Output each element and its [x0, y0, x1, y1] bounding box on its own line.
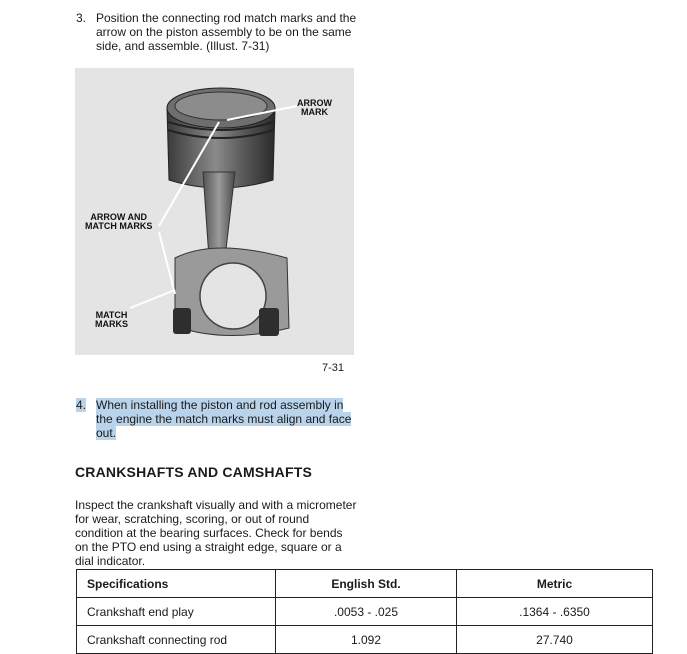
table-cell: 1.092: [276, 626, 457, 654]
table-cell: Crankshaft end play: [77, 598, 276, 626]
callout-match-marks: [95, 311, 128, 329]
section-paragraph: Inspect the crankshaft visually and with a micrometer for wear, scratching, scoring, or out of round condition at the bearing surfaces. Check for bends on the PTO end using a straight edge, square or a dial indicator.: [75, 498, 357, 568]
section-heading: CRANKSHAFTS AND CAMSHAFTS: [75, 464, 313, 480]
callout-arrow-mark: [297, 99, 332, 117]
table-cell: .0053 - .025: [276, 598, 457, 626]
table-row: [77, 626, 653, 654]
piston-rod-illustration: [75, 68, 354, 355]
column-header: Specifications: [77, 570, 276, 598]
callout-line-2: MARKS: [95, 319, 128, 329]
figure-caption: 7-31: [322, 362, 345, 374]
step-text-wrapper: [96, 398, 358, 440]
step-text: Position the connecting rod match marks and the arrow on the piston assembly to be on the same side, and assemble. (Illust. 7-31): [96, 11, 357, 53]
step-number: 3.: [76, 11, 87, 25]
callout-line-1: ARROW AND: [90, 212, 147, 222]
table-cell: .1364 - .6350: [457, 598, 653, 626]
step-number: 4.: [76, 398, 87, 412]
step-text: When installing the piston and rod assembly in the engine the match marks must align and face out.: [96, 398, 352, 440]
specifications-table: [76, 569, 653, 654]
table-cell: 27.740: [457, 626, 653, 654]
table-header-row: [77, 570, 653, 598]
step-4: [76, 398, 358, 440]
table-row: [77, 598, 653, 626]
step-3: [76, 11, 358, 53]
callout-line-2: MARK: [301, 107, 328, 117]
column-header: Metric: [457, 570, 653, 598]
callout-arrow-and-match-marks: [85, 213, 152, 231]
column-header: English Std.: [276, 570, 457, 598]
callout-line-1: ARROW: [297, 98, 332, 108]
callout-line-1: MATCH: [95, 310, 128, 320]
callout-line-2: MATCH MARKS: [85, 221, 153, 231]
table-cell: Crankshaft connecting rod: [77, 626, 276, 654]
